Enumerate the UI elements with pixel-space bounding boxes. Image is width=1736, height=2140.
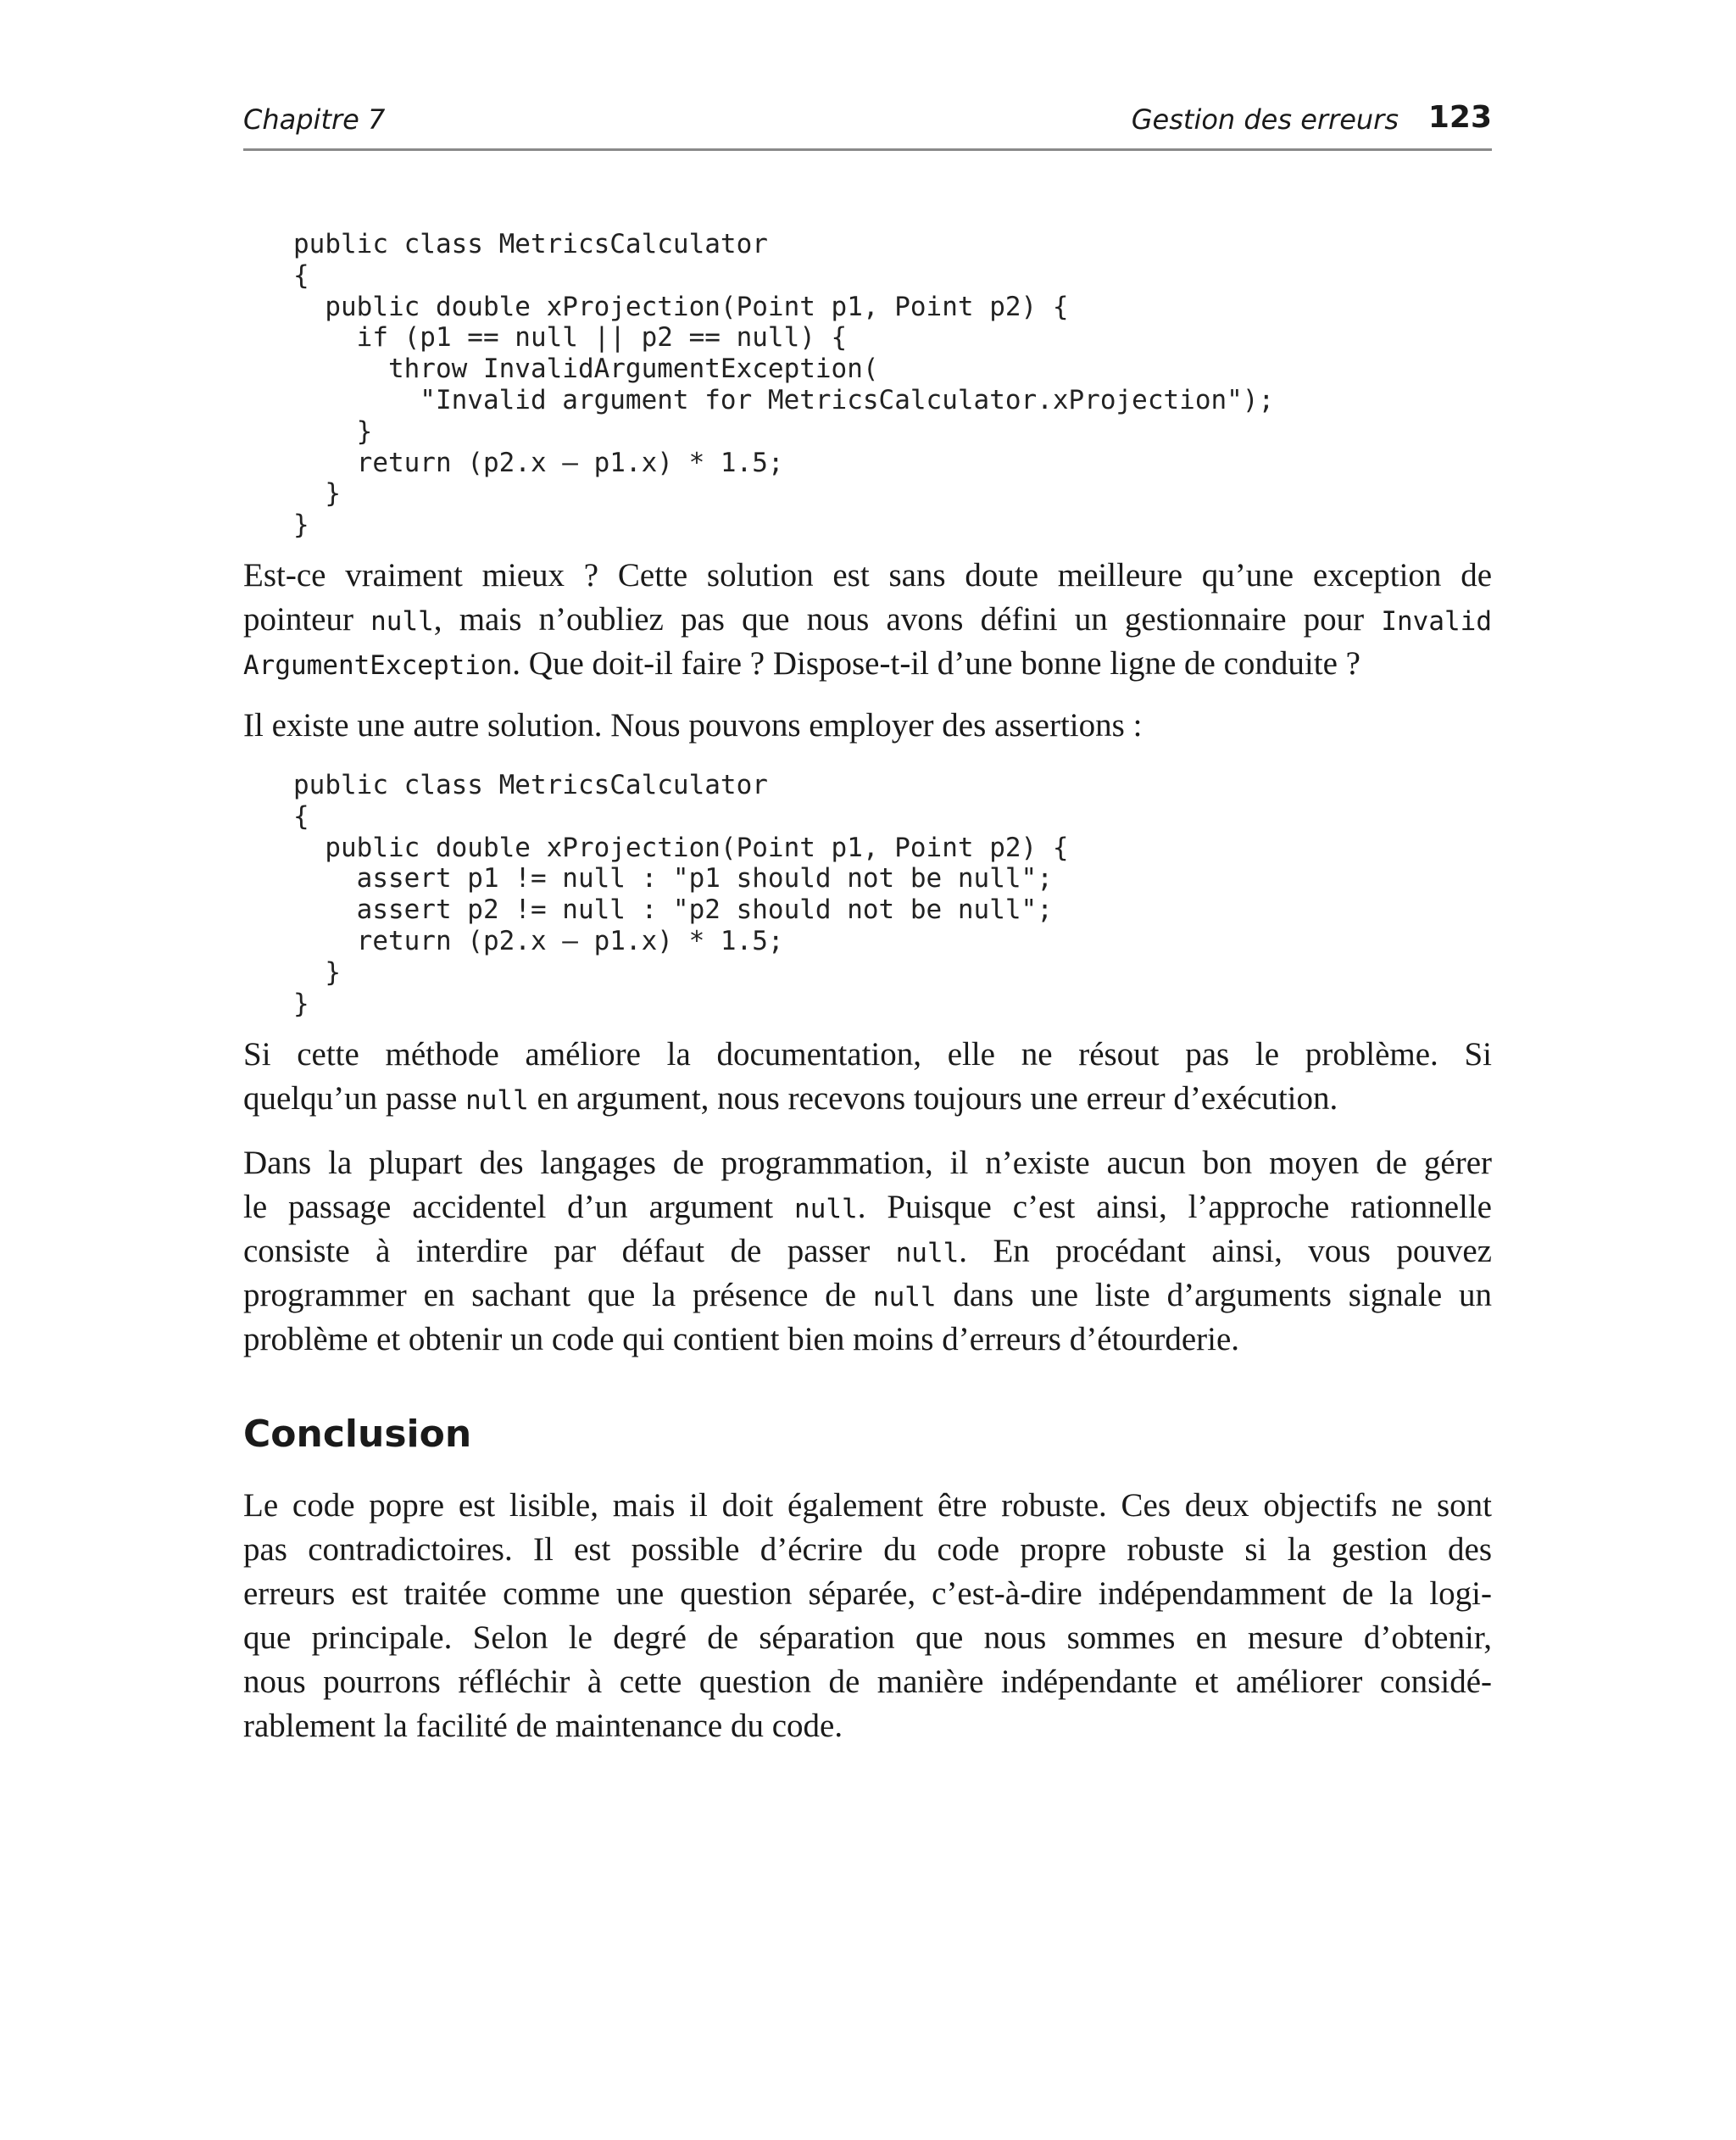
code-line: public class MetricsCalculator (293, 770, 768, 800)
code-line: } (293, 988, 309, 1019)
code-line: return (p2.x – p1.x) * 1.5; (293, 447, 784, 478)
conclusion-paragraph (243, 1484, 1492, 1748)
text-line: que principale. Selon le degré de séparation que nous sommes en mesure d’obtenir, (243, 1619, 1492, 1656)
text-line: Le code popre est lisible, mais il doit également être robuste. Ces deux objectifs ne sont (243, 1487, 1492, 1524)
code-line: } (293, 510, 309, 541)
code-line: } (293, 478, 341, 510)
code-line: } (293, 415, 373, 447)
text-line: erreurs est traitée comme une question séparée, c’est-à-dire indépendamment de la logi- (243, 1575, 1492, 1612)
code-line: "Invalid argument for MetricsCalculator.xProjection"); (293, 384, 1275, 415)
chapter-label: Chapitre 7 (243, 103, 386, 136)
text-line: pointeur null, mais n’oubliez pas que nous avons défini un gestionnaire pour Invalid (243, 601, 1492, 638)
code-line: public class MetricsCalculator (293, 229, 768, 259)
code-line: public double xProjection(Point p1, Point p2) { (293, 291, 1069, 322)
text-line: nous pourrons réfléchir à cette question de manière indépendante et améliorer considé- (243, 1664, 1492, 1700)
inline-code: null (872, 1282, 937, 1312)
code-block-assert (293, 770, 1069, 1019)
text-line: consiste à interdire par défaut de passer null. En procédant ainsi, vous pouvez (243, 1233, 1492, 1269)
running-header (243, 100, 1492, 154)
inline-code: null (465, 1085, 529, 1116)
paragraph-2 (243, 704, 1492, 748)
header-rule (243, 148, 1492, 151)
text-line: le passage accidentel d’un argument null. Puisque c’est ainsi, l’approche rationnelle (243, 1189, 1492, 1225)
inline-code: null (370, 606, 434, 637)
text-line: Est-ce vraiment mieux ? Cette solution est sans doute meilleure qu’une exception de (243, 557, 1492, 594)
text-line: ArgumentException. Que doit-il faire ? Dispose-t-il d’une bonne ligne de conduite ? (243, 645, 1360, 682)
inline-code: null (794, 1194, 858, 1224)
text-line: Si cette méthode améliore la documentation, elle ne résout pas le problème. Si (243, 1036, 1492, 1073)
inline-code: Invalid (1381, 606, 1492, 637)
text-line: Dans la plupart des langages de programmation, il n’existe aucun bon moyen de gérer (243, 1145, 1492, 1181)
inline-code: ArgumentException (243, 650, 513, 681)
page-number: 123 (1427, 100, 1492, 135)
code-line: return (p2.x – p1.x) * 1.5; (293, 925, 784, 956)
text-line: problème et obtenir un code qui contient bien moins d’erreurs d’étourderie. (243, 1321, 1240, 1357)
paragraph-1 (243, 554, 1492, 686)
code-line: public double xProjection(Point p1, Point p2) { (293, 832, 1069, 863)
inline-code: null (895, 1238, 960, 1268)
text-line: rablement la facilité de maintenance du code. (243, 1708, 843, 1744)
code-line: assert p1 != null : "p1 should not be null"; (293, 863, 1053, 894)
code-line: } (293, 956, 341, 988)
paragraph-4 (243, 1141, 1492, 1362)
text-line: programmer en sachant que la présence de null dans une liste d’arguments signale un (243, 1277, 1492, 1313)
section-title: Gestion des erreurs (1131, 103, 1399, 136)
code-line: assert p2 != null : "p2 should not be null"; (293, 894, 1053, 926)
section-heading: Conclusion (243, 1413, 472, 1456)
code-line: { (293, 800, 309, 832)
code-line: throw InvalidArgumentException( (293, 354, 879, 385)
text-line: pas contradictoires. Il est possible d’écrire du code propre robuste si la gestion des (243, 1531, 1492, 1568)
code-line: if (p1 == null || p2 == null) { (293, 322, 848, 354)
text-line: quelqu’un passe null en argument, nous recevons toujours une erreur d’exécution. (243, 1080, 1338, 1117)
text-line: Il existe une autre solution. Nous pouvons employer des assertions : (243, 707, 1143, 744)
code-block-exception (293, 229, 1274, 541)
paragraph-3 (243, 1033, 1492, 1121)
code-line: { (293, 259, 309, 291)
